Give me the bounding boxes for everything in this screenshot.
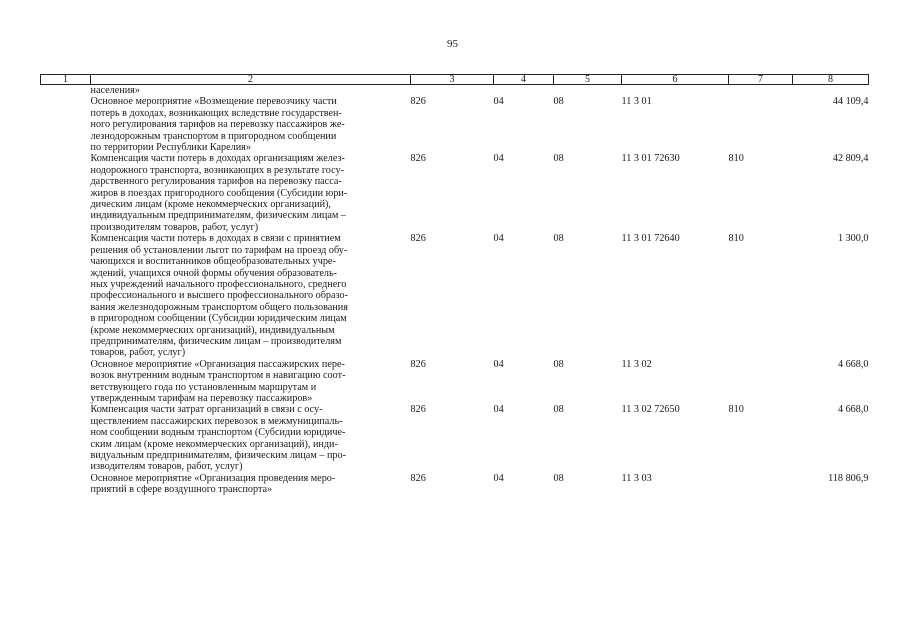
subsection-code: 08 bbox=[553, 153, 564, 165]
column-header-1: 1 bbox=[41, 75, 91, 85]
column-header-7: 7 bbox=[729, 75, 793, 85]
target-article-code: 11 3 02 72650 bbox=[621, 404, 680, 416]
row-name bbox=[91, 404, 411, 472]
column-header-5: 5 bbox=[554, 75, 622, 85]
continuation-text: населения» bbox=[90, 85, 140, 96]
expense-type-code bbox=[729, 473, 793, 496]
row-number-cell bbox=[41, 153, 91, 233]
row-name-line: дарственного регулирования тарифов на перевозку пасса- bbox=[90, 176, 342, 188]
row-name-line: товаров, работ, услуг) bbox=[90, 347, 186, 359]
row-name-line: Основное мероприятие «Организация пассажирских пере- bbox=[90, 358, 345, 370]
row-name-line: предпринимателям, физическим лицам – производителям bbox=[90, 335, 342, 347]
ministry-code: 826 bbox=[410, 96, 426, 108]
section-code: 04 bbox=[493, 153, 504, 165]
row-number-cell bbox=[41, 96, 91, 153]
ministry-code: 826 bbox=[410, 472, 426, 484]
row-name-line: видуальным предпринимателям, физическим лицам – про- bbox=[90, 450, 346, 461]
amount: 42 809,4 bbox=[832, 153, 869, 165]
target-article-code: 11 3 01 bbox=[621, 96, 652, 108]
section-code: 04 bbox=[493, 233, 504, 245]
table-row bbox=[41, 473, 869, 496]
row-name bbox=[91, 359, 411, 405]
row-name-line: индивидуальным предпринимателям, физическим лицам – bbox=[90, 210, 346, 222]
table-row bbox=[41, 153, 869, 233]
row-name-line: ществлением пассажирских перевозок в межмуниципаль- bbox=[90, 415, 343, 427]
row-name-line: лезнодорожным транспортом в пригородном сообщении bbox=[90, 130, 337, 142]
column-header-2: 2 bbox=[91, 75, 411, 85]
row-name bbox=[91, 153, 411, 233]
column-header-6: 6 bbox=[622, 75, 729, 85]
row-name-line: потерь в доходах, возникающих вследствие государствен- bbox=[90, 107, 342, 119]
expense-type-code: 810 bbox=[728, 404, 744, 416]
subsection-code: 08 bbox=[553, 96, 564, 108]
subsection-code: 08 bbox=[553, 233, 564, 245]
column-header-4: 4 bbox=[494, 75, 554, 85]
row-name-line: вания железнодорожным транспортом общего пользования bbox=[90, 301, 348, 313]
section-code: 04 bbox=[493, 472, 504, 484]
row-name-line: приятий в сфере воздушного транспорта» bbox=[90, 484, 273, 496]
row-name-line: возок внутренним водным транспортом в навигацию соот- bbox=[90, 370, 346, 382]
amount: 118 806,9 bbox=[828, 472, 869, 484]
row-name-line: ждений, учащихся очной формы обучения образователь- bbox=[90, 267, 337, 279]
row-name-line: производителям товаров, работ, услуг) bbox=[90, 221, 259, 233]
row-name-line: в пригородном сообщении (Субсидии юридическим лицам bbox=[90, 313, 347, 325]
row-name-line: Основное мероприятие «Организация проведения меро- bbox=[90, 472, 336, 484]
row-name-line: Основное мероприятие «Возмещение перевозчику части bbox=[90, 96, 337, 108]
row-number-cell bbox=[41, 233, 91, 358]
row-name-line: ном сообщении водным транспортом (Субсидии юридиче- bbox=[90, 427, 346, 439]
target-article-code: 11 3 01 72640 bbox=[621, 233, 680, 245]
subsection-code: 08 bbox=[553, 472, 564, 484]
ministry-code: 826 bbox=[410, 153, 426, 165]
table-row bbox=[41, 96, 869, 153]
continuation-row bbox=[41, 85, 869, 97]
row-name-line: ных учреждений начального профессионального, среднего bbox=[90, 278, 347, 290]
row-name-line: изводителям товаров, работ, услуг) bbox=[90, 461, 243, 473]
row-name-line: решения об установлении льгот по тарифам на проезд обу- bbox=[90, 244, 348, 256]
ministry-code: 826 bbox=[410, 358, 426, 370]
row-name-line: (кроме некоммерческих организаций), индивидуальным bbox=[90, 324, 335, 336]
page-number: 95 bbox=[447, 38, 458, 50]
expense-type-code bbox=[729, 359, 793, 405]
row-name-line: Компенсация части потерь в доходах в связи с принятием bbox=[90, 233, 341, 245]
target-article-code: 11 3 02 bbox=[621, 358, 652, 370]
row-number-cell bbox=[41, 359, 91, 405]
amount: 4 668,0 bbox=[837, 404, 869, 416]
row-name-line: ским лицам (кроме некоммерческих организаций), инди- bbox=[90, 438, 338, 450]
row-number-cell bbox=[41, 473, 91, 496]
amount: 1 300,0 bbox=[837, 233, 869, 245]
row-number-cell bbox=[41, 404, 91, 472]
row-name-line: Компенсация части потерь в доходах организациям желез- bbox=[90, 153, 345, 165]
table-row bbox=[41, 233, 869, 358]
target-article-code: 11 3 03 bbox=[621, 472, 652, 484]
row-name bbox=[91, 233, 411, 358]
amount: 44 109,4 bbox=[832, 96, 869, 108]
column-header-8: 8 bbox=[793, 75, 869, 85]
column-header-3: 3 bbox=[411, 75, 494, 85]
row-name bbox=[91, 96, 411, 153]
amount: 4 668,0 bbox=[837, 358, 869, 370]
table-row bbox=[41, 404, 869, 472]
subsection-code: 08 bbox=[553, 404, 564, 416]
header-row bbox=[41, 75, 869, 85]
row-name-line: по территории Республики Карелия» bbox=[90, 142, 251, 154]
row-name-line: дическим лицам (кроме некоммерческих организаций), bbox=[90, 199, 331, 211]
section-code: 04 bbox=[493, 96, 504, 108]
table-row bbox=[41, 359, 869, 405]
row-name bbox=[91, 473, 411, 496]
row-name-line: Компенсация части затрат организаций в связи с осу- bbox=[90, 404, 323, 416]
ministry-code: 826 bbox=[410, 233, 426, 245]
row-name-line: чающихся и воспитанников общеобразовательных учре- bbox=[90, 256, 336, 268]
ministry-code: 826 bbox=[410, 404, 426, 416]
expense-type-code bbox=[729, 96, 793, 153]
row-name-line: жиров в поездах пригородного сообщения (Субсидии юри- bbox=[90, 187, 348, 199]
expense-type-code: 810 bbox=[728, 153, 744, 165]
budget-table bbox=[40, 74, 869, 496]
row-name-line: профессионального и высшего профессионального образо- bbox=[90, 290, 348, 302]
row-name-line: нодорожного транспорта, возникающих в результате госу- bbox=[90, 164, 344, 176]
subsection-code: 08 bbox=[553, 358, 564, 370]
expense-type-code: 810 bbox=[728, 233, 744, 245]
section-code: 04 bbox=[493, 358, 504, 370]
row-name-line: утвержденным тарифам на перевозку пассажиров» bbox=[90, 392, 313, 404]
row-name-line: ветствующего года по установленным маршрутам и bbox=[90, 381, 317, 393]
row-name-line: ного регулирования тарифов на перевозку пассажиров же- bbox=[90, 119, 345, 131]
target-article-code: 11 3 01 72630 bbox=[621, 153, 680, 165]
section-code: 04 bbox=[493, 404, 504, 416]
